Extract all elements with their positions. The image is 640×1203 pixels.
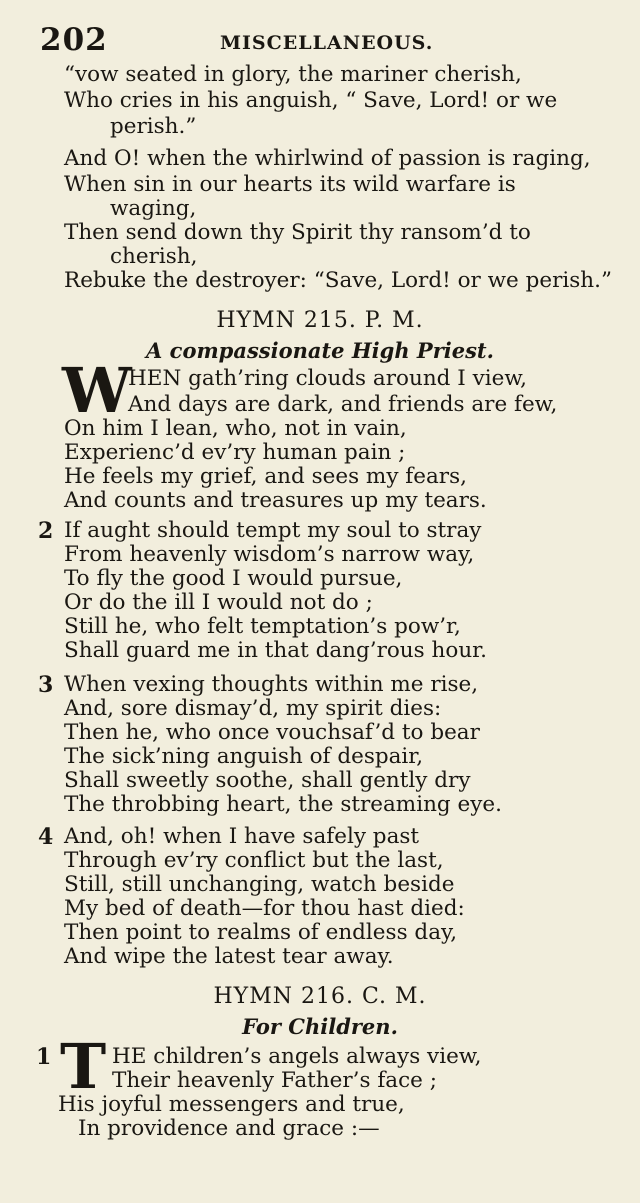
verse-line: The throbbing heart, the streaming eye. — [64, 792, 502, 817]
stanza-number: 1 — [36, 1044, 52, 1070]
verse-line: cherish, — [110, 244, 198, 269]
verse-line: My bed of death—for thou hast died: — [64, 896, 465, 921]
verse-line: If aught should tempt my soul to stray — [64, 518, 482, 543]
hymn-title: HYMN 215. P. M. — [216, 308, 424, 333]
verse-line: He feels my grief, and sees my fears, — [64, 464, 467, 489]
verse-line: When vexing thoughts within me rise, — [64, 672, 479, 697]
page-number: 202 — [40, 22, 108, 58]
verse-line: Through ev’ry conflict but the last, — [64, 848, 444, 873]
verse-line: HEN gath’ring clouds around I view, — [128, 366, 528, 391]
verse-line: The sick’ning anguish of despair, — [64, 744, 424, 769]
verse-line: perish.” — [110, 114, 197, 139]
verse-line: Still, still unchanging, watch beside — [64, 872, 455, 897]
verse-line: Shall guard me in that dang’rous hour. — [64, 638, 487, 663]
hymn-subtitle: For Children. — [242, 1014, 398, 1039]
verse-line: And O! when the whirlwind of passion is raging, — [64, 146, 591, 171]
verse-line: “vow seated in glory, the mariner cherish, — [64, 62, 522, 87]
verse-line: And counts and treasures up my tears. — [64, 488, 487, 513]
verse-line: And wipe the latest tear away. — [64, 944, 394, 969]
running-title: MISCELLANEOUS. — [220, 32, 434, 54]
stanza-number: 4 — [38, 824, 54, 850]
drop-cap: W — [62, 354, 132, 427]
verse-line: In providence and grace :— — [78, 1116, 380, 1141]
hymn-title: HYMN 216. C. M. — [213, 984, 427, 1009]
verse-line: And days are dark, and friends are few, — [128, 392, 558, 417]
verse-line: His joyful messengers and true, — [58, 1092, 405, 1117]
verse-line: And, oh! when I have safely past — [64, 824, 420, 849]
page-header — [0, 22, 640, 58]
verse-line: Still he, who felt temptation’s pow’r, — [64, 614, 461, 639]
hymn-subtitle: A compassionate High Priest. — [146, 338, 494, 363]
verse-line: Who cries in his anguish, “ Save, Lord! or we — [64, 88, 558, 113]
verse-line: When sin in our hearts its wild warfare is — [64, 172, 516, 197]
verse-line: Then he, who once vouchsaf’d to bear — [64, 720, 480, 745]
verse-line: From heavenly wisdom’s narrow way, — [64, 542, 475, 567]
verse-line: Then point to realms of endless day, — [64, 920, 458, 945]
verse-line: And, sore dismay’d, my spirit dies: — [64, 696, 442, 721]
stanza-number: 2 — [38, 518, 54, 544]
verse-line: Their heavenly Father’s face ; — [112, 1068, 437, 1093]
verse-line: On him I lean, who, not in vain, — [64, 416, 407, 441]
verse-line: Experienc’d ev’ry human pain ; — [64, 440, 406, 465]
verse-line: HE children’s angels always view, — [112, 1044, 482, 1069]
verse-line: Then send down thy Spirit thy ransom’d to — [64, 220, 531, 245]
stanza-number: 3 — [38, 672, 54, 698]
verse-line: waging, — [110, 196, 197, 221]
verse-line: To fly the good I would pursue, — [64, 566, 403, 591]
verse-line: Rebuke the destroyer: “Save, Lord! or we perish.” — [64, 268, 612, 293]
drop-cap: T — [60, 1030, 107, 1103]
verse-line: Shall sweetly soothe, shall gently dry — [64, 768, 471, 793]
verse-line: Or do the ill I would not do ; — [64, 590, 373, 615]
